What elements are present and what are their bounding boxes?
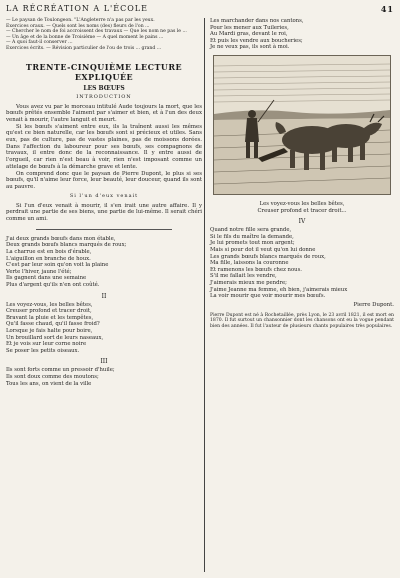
author-signature: Pierre Dupont. xyxy=(353,301,394,308)
illustration-caption xyxy=(210,201,394,214)
verse-line: J'aime Jeanne ma femme, eh bien, j'aimerais mieux xyxy=(210,286,348,293)
intro-notes xyxy=(6,18,202,52)
verse-line: Je ne veux pas, ils sont à moi. xyxy=(210,44,290,51)
stanza-3-continued xyxy=(210,18,394,51)
separator xyxy=(36,229,172,230)
verse-line: Je lui promets tout mon argent; xyxy=(210,240,295,247)
lesson-subtitle: LES BŒUFS xyxy=(83,84,125,92)
left-column xyxy=(6,18,202,387)
intro-label: INTRODUCTION xyxy=(76,93,132,100)
verse-line: Mais si pour dot il veut qu'on lui donne xyxy=(210,246,316,253)
verse-line: Et ramenons les bœufs chez nous. xyxy=(210,266,302,273)
verse-line: C'est par leur soin qu'on voit la plaine xyxy=(6,262,109,269)
verse-line: Les voyez-vous, les belles bêtes, xyxy=(6,301,93,308)
verse-line: J'aimerais mieux me pendre; xyxy=(210,279,287,286)
paragraph: Si les bœufs s'aiment entre eux, ils la traînent aussi les mêmes qu'est ce bien naturelle, car les bœufs sont si précieux et utiles. Sans eux, pas de culture, pas de vastes plaines, pas de moissons dorées. Dans l'affection du laboureur pour ses bœufs, ses compagnons de travaux, il entre donc de la reconnaissance. Il y entre aussi de l'orgueil, car rien n'est beau à voir, rien n'est imposant comme un attelage de bœufs à la démarche grave et lente. xyxy=(6,123,202,170)
lesson-title: TRENTE-CINQUIÈME LECTURE EXPLIQUÉE xyxy=(25,61,183,82)
intro-line: — Un âge et de la bonne de Troisième — A quel moment le pains ... xyxy=(6,34,164,40)
intro-line: Exercices écrits. — Révision particulier de l'ou de trois ... grand ... xyxy=(6,45,162,51)
stanza-numeral: IV xyxy=(298,218,306,226)
stanza-2 xyxy=(6,302,202,355)
caption-line: Creuser profond et tracer droit... xyxy=(257,207,347,214)
verse-line: L'aiguillon en branche de houx. xyxy=(6,255,91,262)
verse-line: Et je vois sur leur corne noire xyxy=(6,341,87,348)
intro-line: Exercices oraux. — Quels sont les noms (des) fleurs de l'on ... xyxy=(6,23,150,29)
verse-line: La charrue est en bois d'érable, xyxy=(6,249,92,255)
verse-line: Qu'il fasse chaud, qu'il fasse froid? xyxy=(6,321,100,328)
caption-line: Les voyez-vous les belles bêtes, xyxy=(259,200,345,207)
right-column xyxy=(210,18,394,329)
verse-line: Deux grands bœufs blancs marqués de roux; xyxy=(6,242,127,249)
verse-line: Creuser profond et tracer droit, xyxy=(6,308,92,315)
paragraph: Si l'un d'eux venait à mourir, il s'en irait une autre affaire. Il y perdrait une partie de ses biens, une partie de lui-même. Il serait chéri comme un ami. xyxy=(6,202,202,223)
verse-line: Ils sont forts comme un pressoir d'huile; xyxy=(6,367,115,374)
verse-line: Si le fils du maître la demande, xyxy=(210,233,294,240)
verse-line: Et puis les vendre aux boucheries; xyxy=(210,37,303,44)
verse-line: La voir mourir que voir mourir mes bœufs. xyxy=(210,293,326,300)
stanza-1 xyxy=(6,236,202,289)
paragraph: On comprend donc que le paysan de Pierre Dupont, le plus si ses bœufs, qu'il n'aime leur force, leur beauté, leur douceur, quand ils sont au pauvre. xyxy=(6,170,202,190)
verse-line: Les grands bœufs blancs marqués de roux, xyxy=(210,253,326,260)
stanza-4 xyxy=(210,227,394,300)
stanza-numeral: II xyxy=(101,292,107,300)
verse-line: Au Mardi gras, devant le roi, xyxy=(210,31,288,38)
header-title: LA RÉCRÉATION A L'ÉCOLE xyxy=(6,4,148,13)
stanza-3 xyxy=(6,367,202,387)
verse-line: Ils sont doux comme des moutons; xyxy=(6,373,99,380)
verse-line: Plus d'argent qu'ils n'en ont coûté. xyxy=(6,281,100,288)
column-divider xyxy=(204,18,205,572)
verse-line: J'ai deux grands bœufs dans mon étable, xyxy=(6,235,116,242)
page-header xyxy=(6,4,394,16)
verse-line: Pour les mener aux Tuileries, xyxy=(210,24,289,31)
footnote: Pierre Dupont est né à Rochetaillée, près Lyon, le 23 avril 1821, il est mort en 1870. Il fut surtout un chansonnier dont les chansons ont eu la vogue pendant bien des années. Il fut l'auteur de plusieurs chants populaires très populaires. xyxy=(210,312,394,329)
verse-line: Un brouillard sort de leurs naseaux, xyxy=(6,334,104,341)
verse-line: Verte l'hiver, jaune l'été; xyxy=(6,268,72,275)
oxen-plowing-engraving xyxy=(214,56,390,194)
verse-line: Les marchander dans nos cantons, xyxy=(210,18,304,24)
section-title: Si l'un d'eux venait xyxy=(69,192,139,199)
verse-line: Bravant la pluie et les tempêtes, xyxy=(6,314,94,321)
verse-line: Lorsque je fais halte pour boire, xyxy=(6,327,93,334)
verse-line: Quand notre fille sera grande, xyxy=(210,227,292,234)
intro-line: — Le paysan de Toulongeon. "L'Angleterre n'a pas par les yeux. xyxy=(6,18,155,23)
intro-line: — A quoi faut-il conserver ... xyxy=(6,40,73,46)
intro-line: — Chercher le nom de foi accroissent des travaux — Que les nom ne pas le ... xyxy=(6,29,187,35)
page-number: 41 xyxy=(380,4,394,14)
verse-line: Se poser les petits oiseaux. xyxy=(6,347,80,354)
paragraph: Vous avez vu par le morceau intitulé Aude toujours la mort, que les bœufs prêtés ensemble l'aiment par s'aimer et bien, et à l'un des deux venait à mourir, l'autre languit et meurt. xyxy=(6,103,202,123)
verse-line: Ma fille, laissons la couronne xyxy=(210,260,289,267)
verse-line: Ils gagnent dans une semaine xyxy=(6,275,87,282)
verse-line: Tous les ans, on vient de la ville xyxy=(6,380,92,387)
verse-line: S'il me fallait les vendre, xyxy=(210,273,277,280)
engraving-illustration xyxy=(213,55,391,195)
stanza-numeral: III xyxy=(100,358,108,366)
